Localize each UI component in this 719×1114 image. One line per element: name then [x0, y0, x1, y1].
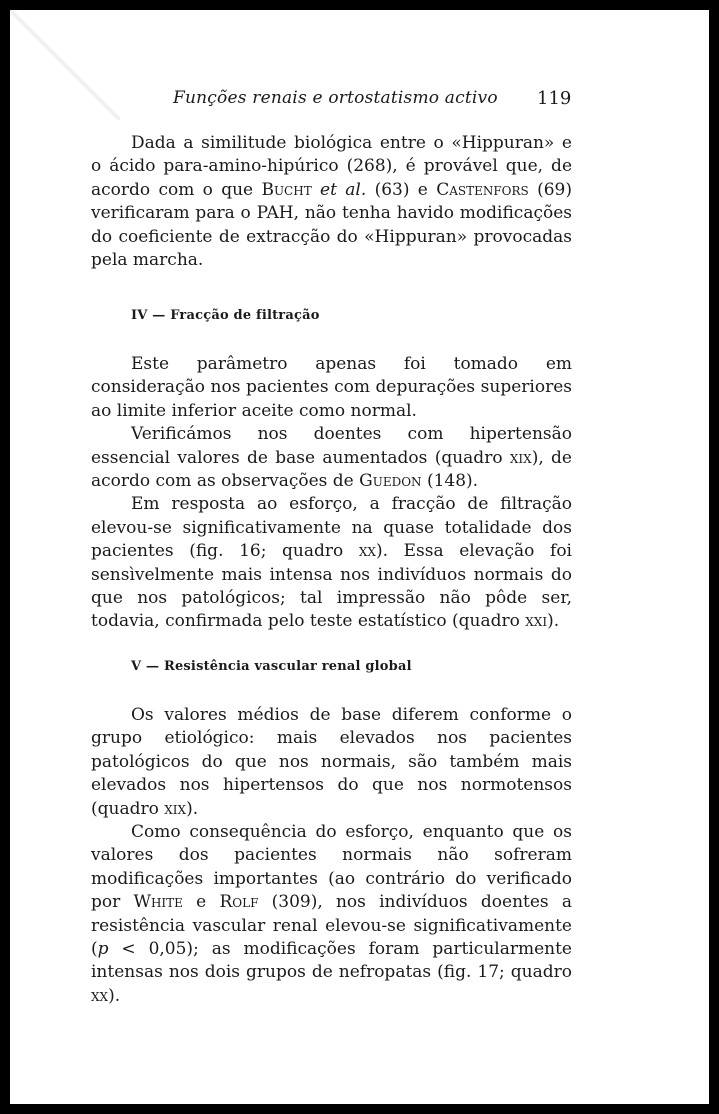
text-run: Em resposta ao esforço, a fracção de filtração elevou-se significativamente na quase totalidade dos pacientes (fig. 16; quadro [91, 494, 572, 562]
table-ref: xx [91, 985, 109, 1006]
author-name: Guedon [359, 471, 422, 492]
text-run: Dada a similitude biológica entre o «Hippuran» e o ácido para-amino-hipúrico (268), é provável que, de acordo com o que [91, 133, 572, 200]
text-run: et al. [311, 179, 367, 200]
text-run: < 0,05); as modificações foram particularmente intensas nos dois grupos de nefropatas (fig. 17; quadro [91, 939, 572, 983]
text-run: (69) verificaram para o PAH, não tenha havido modificações do coeficiente de extracção do «Hippuran» provocadas pela marcha. [91, 179, 572, 271]
text-run: ), de acordo com as observações de [91, 447, 572, 492]
section-heading-filtration-fraction: IV — Fracção de filtração [131, 308, 320, 323]
section5-paragraph-1 [91, 704, 572, 821]
section4-paragraph-2 [91, 423, 572, 493]
table-ref: xix [509, 447, 532, 468]
section-heading-vascular-resistance: V — Resistência vascular renal global [131, 659, 412, 674]
text-run: Os valores médios de base diferem conforme o grupo etiológico: mais elevados nos pacientes patológicos do que nos normais, são também mais elevados nos hipertensos do que nos normotensos (quadro [91, 705, 572, 819]
section5-body [91, 704, 572, 1008]
text-run: ). Essa elevação foi sensìvelmente mais intensa nos indivíduos normais do que nos patológicos; tal impressão não pôde ser, todavia, confirmada pelo teste estatístico (quadro [91, 541, 572, 632]
text-run: ). [186, 798, 199, 819]
intro-paragraph [91, 132, 572, 272]
author-name: Rolf [219, 892, 259, 913]
author-name: Castenfors [436, 179, 529, 200]
table-ref: xx [358, 541, 376, 562]
page-number: 119 [537, 88, 572, 109]
stat-symbol: p [97, 939, 109, 960]
scan-artifact [10, 10, 120, 120]
text-run: (63) e [366, 179, 437, 200]
author-name: Bucht [261, 179, 312, 200]
text-run: ). [547, 611, 560, 632]
table-ref: xxi [525, 611, 548, 632]
section4-paragraph-3 [91, 493, 572, 633]
text-run: ). [108, 985, 121, 1006]
running-head: Funções renais e ortostatismo activo [173, 88, 498, 108]
section4-body [91, 353, 572, 634]
text-run: (148). [421, 471, 479, 492]
table-ref: xix [164, 798, 187, 819]
section5-paragraph-2 [91, 821, 572, 1008]
text-run: (309), nos indivíduos doentes a resistência vascular renal elevou-se significativamente ( [91, 892, 572, 960]
section4-paragraph-1: Este parâmetro apenas foi tomado em consideração nos pacientes com depurações superiores ao limite inferior aceite como normal. [91, 354, 572, 421]
author-name: White [133, 892, 183, 913]
text-run: Como consequência do esforço, enquanto que os valores dos pacientes normais não sofreram modificações importantes (ao contrário do verificado por [91, 822, 572, 913]
intro-paragraph-block [91, 132, 572, 272]
book-page [10, 10, 709, 1104]
text-run: Verificámos nos doentes com hipertensão essencial valores de base aumentados (quadro [91, 424, 572, 468]
text-run: e [182, 892, 220, 913]
